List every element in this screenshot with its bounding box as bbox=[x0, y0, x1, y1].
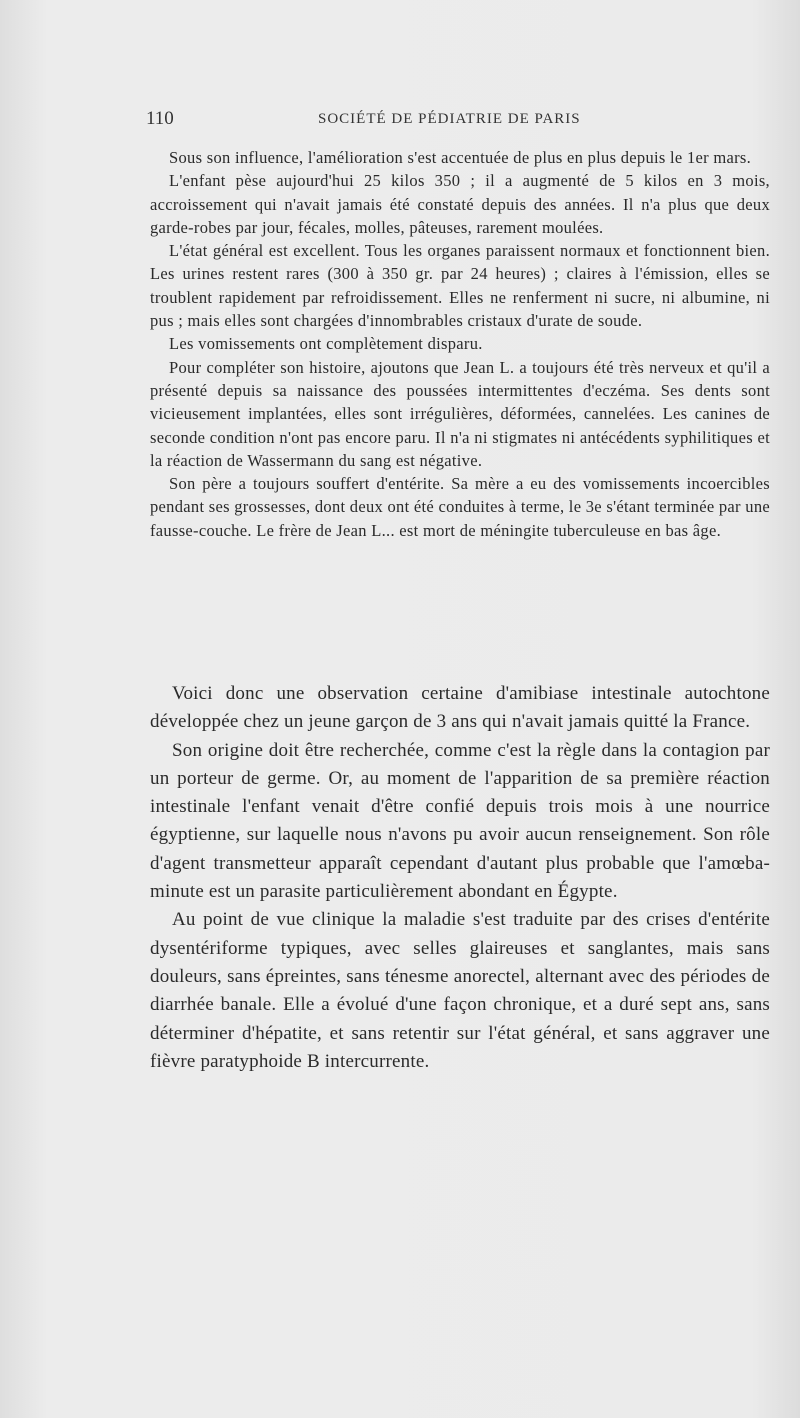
paragraph: Les vomissements ont complètement disparu. bbox=[169, 334, 483, 354]
paragraph: L'enfant pèse aujourd'hui 25 kilos 350 ; il a augmenté de 5 kilos en 3 mois, accroissement qui n'avait jamais été constaté depuis des années. Il n'a plus que deux garde-robes par jour, fécales, molles, pâteuses, rarement moulées. bbox=[150, 171, 770, 237]
paragraph: Voici donc une observation certaine d'amibiase intestinale autochtone développée chez un jeune garçon de 3 ans qui n'avait jamais quitté la France. bbox=[150, 683, 770, 733]
paragraph: Son père a toujours souffert d'entérite. Sa mère a eu des vomissements incoercibles pendant ses grossesses, dont deux ont été conduites à terme, le 3e s'étant terminée par une fausse-couche. Le frère de Jean L... est mort de méningite tuberculeuse en bas âge. bbox=[150, 474, 770, 540]
paragraph: Pour compléter son histoire, ajoutons que Jean L. a toujours été très nerveux et qu'il a présenté depuis sa naissance des poussées intermittentes d'eczéma. Ses dents sont vicieusement implantées, elles sont irrégulières, déformées, cannelées. Les canines de seconde condition n'ont pas encore paru. Il n'a ni stigmates ni antécédents syphilitiques et la réaction de Wassermann du sang est négative. bbox=[150, 357, 770, 470]
case-report-block bbox=[150, 146, 770, 542]
page-number: 110 bbox=[146, 108, 174, 129]
paragraph: L'état général est excellent. Tous les organes paraissent normaux et fonctionnent bien. Les urines restent rares (300 à 350 gr. par 24 heures) ; claires à l'émission, elles se troublent rapidement par refroidissement. Elles ne renferment ni sucre, ni albumine, ni pus ; mais elles sont chargées d'innombrables cristaux d'urate de soude. bbox=[150, 241, 770, 331]
paragraph: Sous son influence, l'amélioration s'est accentuée de plus en plus depuis le 1er mars. bbox=[169, 148, 752, 167]
discussion-block bbox=[150, 680, 770, 1076]
running-title: SOCIÉTÉ DE PÉDIATRIE DE PARIS bbox=[318, 111, 581, 127]
paragraph: Au point de vue clinique la maladie s'est traduite par des crises d'entérite dysentériforme typiques, avec selles glaireuses et sanglantes, mais sans douleurs, sans épreintes, sans ténesme anorectel, alternant avec des périodes de diarrhée banale. Elle a évolué d'une façon chronique, et a duré sept ans, sans déterminer d'hépatite, et sans retentir sur l'état général, et sans aggraver une fièvre paratyphoide B intercurrente. bbox=[150, 909, 770, 1072]
paragraph: Son origine doit être recherchée, comme c'est la règle dans la contagion par un porteur de germe. Or, au moment de l'apparition de sa première réaction intestinale l'enfant venait d'être confié depuis trois mois à une nourrice égyptienne, sur laquelle nous n'avons pu avoir aucun renseignement. Son rôle d'agent transmetteur apparaît cependant d'autant plus probable que l'amœba-minute est un parasite particulièrement abondant en Égypte. bbox=[150, 739, 770, 903]
page-header bbox=[146, 108, 786, 136]
